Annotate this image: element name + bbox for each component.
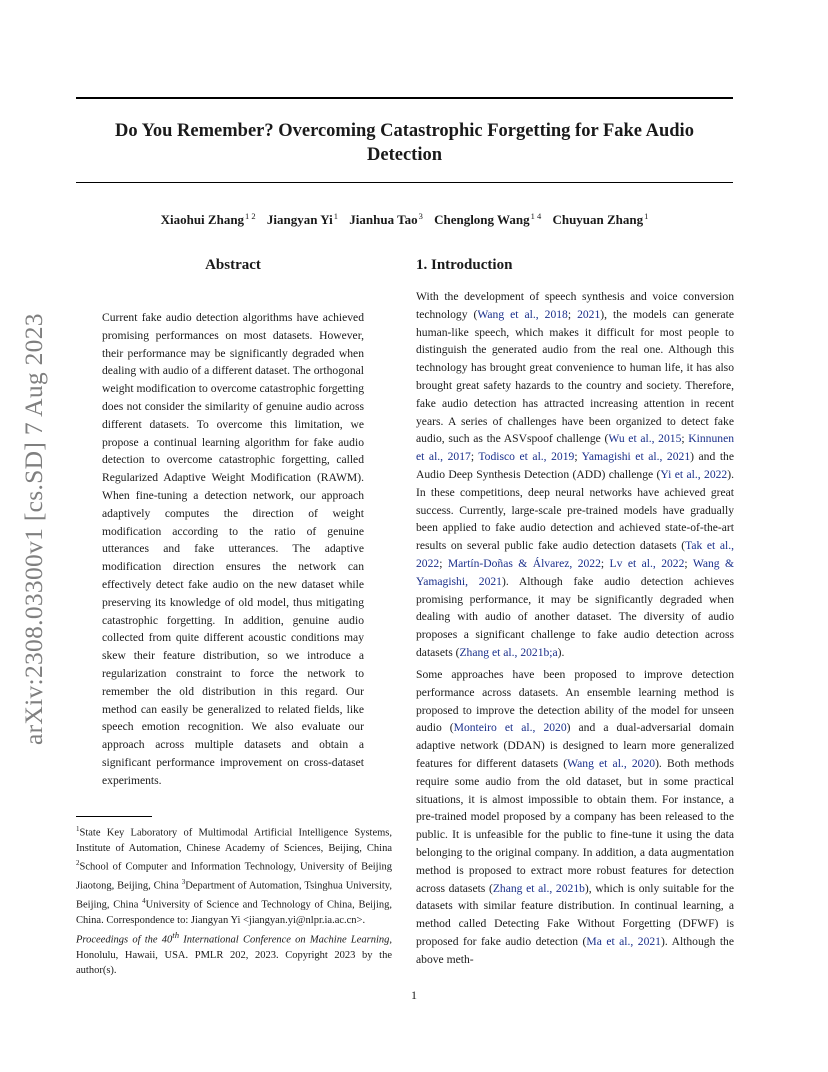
- author: Jianhua Tao$^3$: [349, 211, 423, 228]
- abstract-heading: Abstract: [205, 257, 261, 273]
- text-run: ) and a dual-adversarial domain adaptive network (DDAN) is designed to learn more generalized features for different datasets (: [416, 721, 734, 770]
- introduction-heading: 1. Introduction: [416, 257, 513, 273]
- affiliation-marker: 1: [76, 825, 80, 833]
- text-run: Some approaches have been proposed to improve detection performance across datasets. An ensemble learning method is proposed to improve the detection ability of the model for unseen audio (: [416, 668, 734, 735]
- citation-link[interactable]: Todisco et al., 2019: [478, 450, 575, 464]
- text-run: ). Although the above meth-: [416, 934, 734, 966]
- citation-link[interactable]: Ma et al., 2021: [586, 934, 661, 948]
- citation-link[interactable]: Lv et al., 2022: [609, 556, 685, 570]
- arxiv-identifier: arXiv:2308.03300v1 [cs.SD] 7 Aug 2023: [19, 313, 48, 745]
- text-run: ) and the Audio Deep Synthesis Detection (ADD) challenge (: [416, 450, 734, 481]
- citation-link[interactable]: Tak et al., 2022: [416, 539, 735, 570]
- page-number: 1: [411, 988, 417, 1002]
- affiliation-footnote: [76, 822, 392, 928]
- text-run: Department of Automation, Tsinghua University, Beijing, China: [76, 880, 393, 911]
- text-run: ;: [600, 556, 610, 570]
- title-top-rule: [76, 97, 733, 99]
- text-run: ), the models can generate human-like speech, which makes it difficult for most people to distinguish the generated audio from the real one. Although this technology has brought great convenience to human life, it has also brought great safety hazards to the country and society. Therefore, fake audio detection has attracted increasing attention in recent years. A series of challenges have been organized to detect fake audio, such as the ASVspoof challenge (: [416, 307, 734, 446]
- text-run: With the development of speech synthesis and voice conversion technology (: [416, 290, 734, 321]
- affiliation-marker: 3: [181, 878, 186, 887]
- italic-text: Proceedings of the: [76, 934, 162, 946]
- text-run: ;: [439, 556, 448, 570]
- citation-link[interactable]: Wang & Yamagishi, 2021: [416, 556, 735, 588]
- proceedings-note: [76, 928, 392, 979]
- text-run: ;: [567, 307, 578, 321]
- text-run: School of Computer and Information Technology, University of Beijing Jiaotong, Beijing, China: [76, 861, 392, 892]
- citation-link[interactable]: Martín-Doñas & Álvarez, 2022: [447, 556, 601, 570]
- paper-title: Do You Remember? Overcoming Catastrophic Forgetting for Fake Audio Detection: [115, 121, 694, 165]
- citation-link[interactable]: 2021: [577, 307, 601, 321]
- text-run: University of Science and Technology of China, Beijing, China. Correspondence to: Jiangyan Yi <jiangyan.yi@nlpr.ia.ac.cn>.: [76, 899, 393, 927]
- intro-paragraph-2: [416, 666, 734, 969]
- title-bottom-rule: [76, 182, 733, 183]
- citation-link[interactable]: Wu et al., 2015: [608, 432, 682, 446]
- author: Jiangyan Yi$^1$: [266, 211, 339, 228]
- text-run: ).: [557, 645, 565, 659]
- text-run: State Key Laboratory of Multimodal Artificial Intelligence Systems, Institute of Automation, Chinese Academy of Sciences, Beijing, China: [76, 827, 392, 854]
- text-run: ;: [470, 450, 479, 464]
- citation-link[interactable]: Monteiro et al., 2020: [453, 721, 567, 735]
- author: Chuyuan Zhang$^1$: [552, 211, 649, 228]
- text-run: ;: [574, 450, 582, 464]
- italic-text: International Conference on Machine Learning: [179, 934, 390, 946]
- citation-link[interactable]: Yamagishi et al., 2021: [581, 450, 691, 464]
- text-run: ). Although fake audio detection achieves promising performance, it may be significantly degraded when dealing with audio of another dataset. The diversity of audio proposes a significant challenge to fake audio detection across datasets (: [416, 574, 734, 659]
- author-list: [76, 211, 733, 228]
- citation-link[interactable]: Wang et al., 2018: [477, 307, 568, 321]
- author: Chenglong Wang$^{1 4}$: [434, 211, 542, 228]
- intro-paragraph-1: [416, 288, 734, 662]
- citation-link[interactable]: Zhang et al., 2021b: [492, 881, 585, 895]
- affiliation-marker: 4: [142, 897, 146, 906]
- affiliation-marker: 2: [76, 859, 80, 868]
- footnote-rule: [76, 816, 152, 817]
- citation-link[interactable]: Yi et al., 2022: [660, 467, 728, 481]
- text-run: ;: [684, 556, 693, 570]
- citation-link[interactable]: Kinnunen et al., 2017: [416, 432, 735, 464]
- citation-link[interactable]: Wang et al., 2020: [567, 756, 656, 770]
- italic-text: 40: [161, 934, 173, 946]
- abstract-body: Current fake audio detection algorithms have achieved promising performances on most datasets. However, their performance may be significantly degraded when dealing with audio of a different dataset. The orthogonal weight modification to overcome catastrophic forgetting does not consider the similarity of genuine audio across different datasets. To overcome this limitation, we propose a continual learning algorithm for fake audio detection to overcome catastrophic forgetting, called Regularized Adaptive Weight Modification (RAWM). When fine-tuning a detection network, our approach adaptively computes the direction of weight modification according to the ratio of genuine utterances and fake utterances. The adaptive modification direction ensures the network can effectively detect fake audio on the new dataset while preserving its knowledge of old model, thus mitigating catastrophic forgetting. In addition, genuine audio collected from quite different acoustic conditions may skew their feature distribution, so we introduce a regularization constraint to force the network to remember the old distribution in this regard. Our method can easily be generalized to related fields, like speech emotion recognition. We also evaluate our approach across multiple datasets and obtain a significant performance improvement on cross-dataset experiments.: [102, 311, 364, 787]
- author: Xiaohui Zhang$^{1 2}$: [160, 211, 256, 228]
- citation-link[interactable]: Zhang et al., 2021b;a: [459, 645, 558, 659]
- text-run: ). Both methods require some audio from the old dataset, but in some practical situations, it is almost impossible to obtain them. For instance, a pre-trained model proposed by a company has been released to the public. It is unfeasible for the public to fine-tune it using the data belonging to the original company. In addition, a data augmentation method is proposed to extract more robust features for detection across datasets (: [416, 756, 734, 895]
- ordinal-suffix: th: [172, 930, 180, 940]
- text-run: ). In these competitions, deep neural networks have achieved great success. Currently, large-scale pre-trained models have gradually been applied to fake audio detection and achieved state-of-the-art results on several public fake audio detection datasets (: [416, 467, 734, 553]
- text-run: ), which is only suitable for the datasets with similar feature distribution. In continual learning, a method called Detecting Fake Without Forgetting (DFWF) is proposed for fake audio detection (: [416, 881, 734, 948]
- text-run: ;: [681, 432, 689, 446]
- text-run: , Honolulu, Hawaii, USA. PMLR 202, 2023. Copyright 2023 by the author(s).: [76, 934, 392, 977]
